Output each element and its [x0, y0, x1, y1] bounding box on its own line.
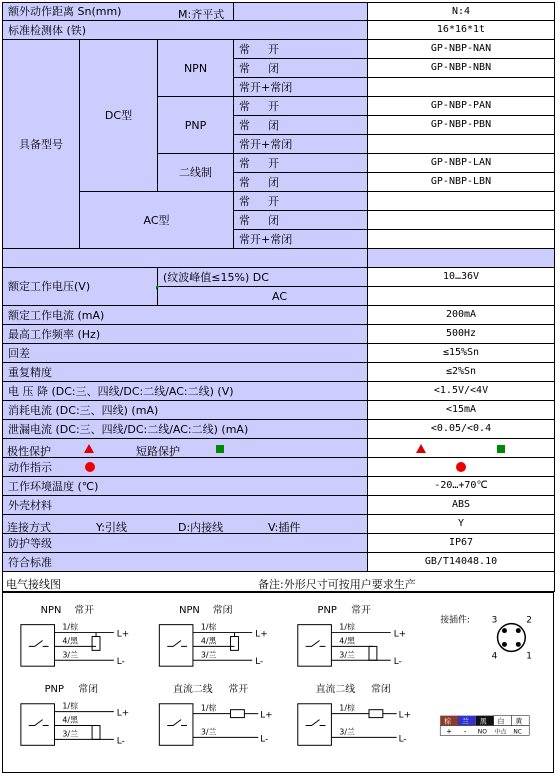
ac-sub-label: AC [272, 289, 288, 303]
l-minus-label: L- [260, 734, 269, 745]
lbn-model: GP-NBP-LBN [430, 176, 492, 187]
polarity-row-value [368, 439, 555, 458]
freq-label: 最高工作频率 (Hz) [8, 327, 101, 341]
diagram-mode: 常闭 [212, 604, 233, 616]
target-label-cell [2, 21, 368, 40]
pnp-nonc-mode-cell [234, 135, 368, 154]
npn-nc-mode-cell [234, 59, 368, 78]
l-plus-label: L+ [255, 629, 268, 640]
diagram-mode: 常开 [351, 604, 371, 616]
load-box [369, 646, 377, 660]
vdrop-value-cell [368, 382, 555, 401]
leak-value-cell [368, 420, 555, 439]
ac-no-model-cell [368, 192, 555, 211]
diagram-mode: 常开 [74, 604, 95, 616]
housing-value: ABS [451, 499, 471, 510]
indicator-supported-icon [456, 462, 466, 472]
short-square-icon [216, 445, 224, 453]
wire-brown-label: 1/棕 [62, 622, 79, 632]
wire-black-label: 4/黑 [339, 636, 355, 646]
pin-2-label: 2 [526, 615, 532, 626]
target-label: 标准检测体 (铁) [8, 23, 87, 37]
diagram-mode: 常开 [228, 683, 249, 695]
mode-char: 闭 [268, 61, 279, 75]
standard-value: GB/T14048.10 [424, 556, 498, 567]
blank-row-right [368, 249, 555, 268]
wiring-label: 电气接线图 [6, 578, 61, 591]
protect-value-cell [368, 534, 555, 553]
current-value: 200mA [445, 309, 477, 320]
ac-nonc-mode-cell [234, 230, 368, 249]
target-value: 16*16*1t [436, 24, 486, 35]
connector-pin [502, 642, 507, 647]
mode-char: 常 [239, 175, 250, 189]
current-label: 额定工作电流 (mA) [8, 308, 105, 322]
l-minus-label: L- [393, 657, 402, 668]
lan-mode-cell [234, 154, 368, 173]
pnp-label: PNP [184, 118, 207, 132]
diagram-title: 直流二线 [173, 683, 213, 695]
short-label: 短路保护 [136, 445, 180, 458]
two-wire-label: 二线制 [179, 166, 212, 179]
npn-no-diagram [21, 603, 129, 667]
mode-char: 开 [268, 99, 279, 113]
wiring-diagrams [2, 592, 554, 773]
l-minus-label: L- [116, 657, 125, 668]
ripple-cell [158, 268, 368, 287]
npn-label-cell [158, 40, 234, 97]
wire-blue-label: 3/兰 [339, 650, 355, 660]
freq-value: 500Hz [445, 328, 477, 339]
short-supported-icon [497, 445, 505, 453]
npn-no-model-cell [368, 40, 555, 59]
blank-row-left [2, 249, 368, 268]
mode-char: 常 [239, 118, 250, 132]
standard-label-cell [2, 553, 368, 572]
temp-value: -20…+70℃ [434, 480, 488, 491]
consump-value-cell [368, 401, 555, 420]
housing-label: 外壳材料 [8, 498, 52, 512]
distance-value: N:4 [451, 5, 471, 17]
npn-no-mode-cell [234, 40, 368, 59]
connector-pin [516, 642, 521, 647]
switch-symbol [167, 640, 187, 646]
legend-color-brown: 棕 [444, 717, 452, 726]
diagram-title: 直流二线 [315, 683, 356, 695]
mode-char: 常 [239, 156, 250, 170]
mode-nonc: 常开+常闭 [239, 137, 293, 151]
connector-diagram [440, 614, 532, 662]
hyst-value-cell [368, 344, 555, 363]
pnp-nonc-model-cell [368, 135, 555, 154]
vdrop-label: 电 压 降 (DC:三、四线/DC:二线/AC:二线) (V) [8, 384, 234, 398]
pin-1-label: 1 [526, 651, 532, 662]
conn-value-cell [368, 515, 555, 534]
sensor-box [21, 704, 55, 746]
mode-char: 常 [239, 213, 250, 227]
indicator-label-cell [2, 458, 368, 477]
wire-brown-label: 1/棕 [200, 703, 217, 713]
mode-char: 开 [268, 156, 279, 170]
flush-label: M:齐平式 [178, 8, 225, 21]
npn-nonc-mode-cell [234, 78, 368, 97]
conn-v-label: V:插件 [268, 521, 301, 534]
mode-char: 闭 [268, 118, 279, 132]
connector-circle [498, 624, 526, 652]
temp-label-cell [2, 477, 368, 496]
load-box [92, 726, 100, 740]
legend-signal-mid: 中点 [494, 728, 507, 736]
freq-label-cell [2, 325, 368, 344]
indicator-label: 动作指示 [8, 460, 52, 474]
ripple-label: (纹波峰值≤15%) DC [163, 270, 269, 284]
ac-sub-cell [158, 287, 368, 306]
legend-color-yellow: 黄 [515, 717, 523, 726]
legend-signal-plus: + [446, 727, 452, 736]
legend-signal-minus: - [463, 727, 467, 736]
temp-label: 工作环境温度 (℃) [8, 479, 99, 493]
housing-label-cell [2, 496, 368, 515]
repeat-value-cell [368, 363, 555, 382]
l-plus-label: L+ [398, 710, 412, 721]
voltage-label: 额定工作电压(V) [8, 280, 91, 293]
l-plus-label: L+ [116, 708, 130, 719]
mode-nonc: 常开+常闭 [239, 80, 293, 94]
pnp-no-mode-cell [234, 97, 368, 116]
housing-value-cell [368, 496, 555, 515]
conn-y-label: Y:引线 [96, 521, 127, 534]
npn-no-model: GP-NBP-NAN [430, 43, 492, 54]
legend-signal-no: NO [477, 728, 487, 736]
ac-no-mode-cell [234, 192, 368, 211]
sensor-box [21, 625, 55, 667]
current-label-cell [2, 306, 368, 325]
npn-label: NPN [183, 61, 208, 75]
load-box [92, 637, 100, 651]
diagram-title: PNP [44, 683, 64, 695]
wire-black-label: 4/黑 [62, 715, 79, 725]
ac-nc-model-cell [368, 211, 555, 230]
l-plus-label: L+ [260, 710, 273, 721]
cell-marker-icon [156, 286, 160, 290]
hyst-value: ≤15%Sn [442, 347, 480, 358]
pnp-no-diagram [298, 603, 406, 667]
npn-nonc-model-cell [368, 78, 555, 97]
ac-label: AC型 [143, 213, 170, 227]
polarity-row-label [2, 439, 368, 458]
repeat-value: ≤2%Sn [445, 366, 477, 377]
wire-black-label: 4/黑 [200, 636, 217, 646]
wire-blue-label: 3/兰 [200, 727, 217, 737]
pnp-nc-model: GP-NBP-PBN [430, 119, 492, 130]
vdrop-value: <1.5V/<4V [433, 385, 489, 396]
mode-char: 常 [239, 99, 250, 113]
leak-value: <0.05/<0.4 [430, 423, 492, 434]
lan-model: GP-NBP-LAN [430, 157, 492, 168]
legend-color-white: 白 [497, 717, 505, 726]
conn-d-label: D:内接线 [178, 521, 224, 534]
repeat-label: 重复精度 [8, 365, 52, 379]
pin-3-label: 3 [491, 615, 498, 626]
lbn-mode-cell [234, 173, 368, 192]
wire-blue-label: 3/兰 [62, 650, 79, 660]
hyst-label-cell [2, 344, 368, 363]
wire-black-label: 4/黑 [62, 636, 79, 646]
distance-value-cell [368, 2, 555, 21]
wire-blue-label: 3/兰 [339, 727, 355, 737]
diagram-mode: 常闭 [78, 683, 98, 695]
sensor-box [159, 704, 193, 746]
leak-label-cell [2, 420, 368, 439]
ac-nonc-model-cell [368, 230, 555, 249]
pnp-no-model-cell [368, 97, 555, 116]
polarity-supported-icon [416, 444, 426, 453]
dc-voltage: 10…36V [442, 271, 480, 282]
ac-nc-mode-cell [234, 211, 368, 230]
dc2-nc-diagram [298, 682, 411, 745]
mode-char: 常 [239, 194, 250, 208]
pnp-nc-mode-cell [234, 116, 368, 135]
mode-char: 开 [268, 194, 279, 208]
note-label: 备注:外形尺寸可按用户要求生产 [258, 578, 416, 591]
load-box [231, 637, 239, 651]
sensor-box [159, 625, 193, 667]
lbn-model-cell [368, 173, 555, 192]
wire-brown-label: 1/棕 [339, 703, 355, 713]
connector-pin [502, 628, 507, 633]
protect-value: IP67 [448, 537, 474, 548]
repeat-label-cell [2, 363, 368, 382]
sensor-box [298, 704, 332, 746]
wire-brown-label: 1/棕 [339, 622, 355, 632]
sensor-box [298, 625, 332, 667]
switch-symbol [29, 640, 49, 646]
consump-label-cell [2, 401, 368, 420]
pnp-label-cell [158, 97, 234, 154]
pnp-no-model: GP-NBP-PAN [430, 100, 492, 111]
pnp-nc-diagram [21, 682, 129, 746]
l-minus-label: L- [398, 734, 407, 745]
npn-nc-model: GP-NBP-NBN [430, 62, 492, 73]
polarity-triangle-icon [84, 444, 94, 453]
ac-label-cell [80, 192, 234, 249]
hyst-label: 回差 [8, 346, 30, 360]
freq-value-cell [368, 325, 555, 344]
legend-color-black: 黑 [479, 717, 487, 726]
load-box [369, 710, 383, 718]
wire-blue-label: 3/兰 [62, 729, 79, 739]
protect-label: 防护等级 [8, 536, 52, 550]
lan-model-cell [368, 154, 555, 173]
consump-value: <15mA [445, 404, 477, 415]
protect-label-cell [2, 534, 368, 553]
models-label: 具备型号 [19, 137, 63, 151]
l-plus-label: L+ [393, 629, 407, 640]
mode-char: 常 [239, 42, 250, 56]
consump-label: 消耗电流 (DC:三、四线) (mA) [8, 403, 159, 417]
load-box [231, 710, 245, 718]
indicator-led-icon [85, 462, 95, 472]
ac-voltage-cell [368, 287, 555, 306]
pin-4-label: 4 [491, 651, 498, 662]
conn-label: 连接方式 [7, 521, 51, 534]
npn-nc-diagram [159, 603, 267, 667]
switch-symbol [306, 640, 326, 646]
wire-brown-label: 1/棕 [62, 701, 79, 711]
legend-signal-nc: NC [513, 728, 522, 736]
npn-nc-model-cell [368, 59, 555, 78]
wire-brown-label: 1/棕 [200, 622, 217, 632]
mode-nonc: 常开+常闭 [239, 232, 293, 246]
wire-color-legend [440, 716, 529, 736]
switch-symbol [167, 720, 187, 726]
mode-char: 闭 [268, 175, 279, 189]
pnp-nc-model-cell [368, 116, 555, 135]
current-value-cell [368, 306, 555, 325]
wire-blue-label: 3/兰 [200, 650, 217, 660]
diagram-title: NPN [179, 604, 200, 616]
l-minus-label: L- [255, 657, 264, 668]
diagram-mode: 常闭 [370, 683, 391, 695]
dc-label: DC型 [104, 109, 133, 122]
dc-voltage-cell [368, 268, 555, 287]
vdrop-label-cell [2, 382, 368, 401]
distance-label: 额外动作距离 Sn(mm) [8, 5, 122, 18]
switch-symbol [29, 720, 49, 726]
mode-char: 闭 [268, 213, 279, 227]
target-value-cell [368, 21, 555, 40]
connector-label: 接插件: [440, 615, 470, 626]
leak-label: 泄漏电流 (DC:三、四线/DC:二线/AC:二线) (mA) [8, 422, 249, 436]
standard-label: 符合标准 [8, 555, 52, 569]
diagram-title: NPN [40, 604, 62, 616]
mode-char: 常 [239, 61, 250, 75]
l-minus-label: L- [116, 736, 125, 747]
two-wire-label-cell [158, 154, 234, 192]
standard-value-cell [368, 553, 555, 572]
mode-char: 开 [268, 42, 279, 56]
distance-label-right [234, 2, 368, 21]
diagram-title: PNP [317, 604, 337, 616]
temp-value-cell [368, 477, 555, 496]
conn-value: Y [457, 518, 465, 529]
dc-label-cell [80, 40, 158, 192]
l-plus-label: L+ [116, 629, 130, 640]
polarity-label: 极性保护 [7, 445, 51, 458]
legend-color-blue: 兰 [461, 717, 469, 726]
connector-pin [516, 628, 521, 633]
switch-symbol [306, 720, 326, 726]
voltage-label-cell [2, 268, 158, 306]
models-label-cell [2, 40, 80, 249]
dc2-no-diagram [159, 682, 272, 745]
